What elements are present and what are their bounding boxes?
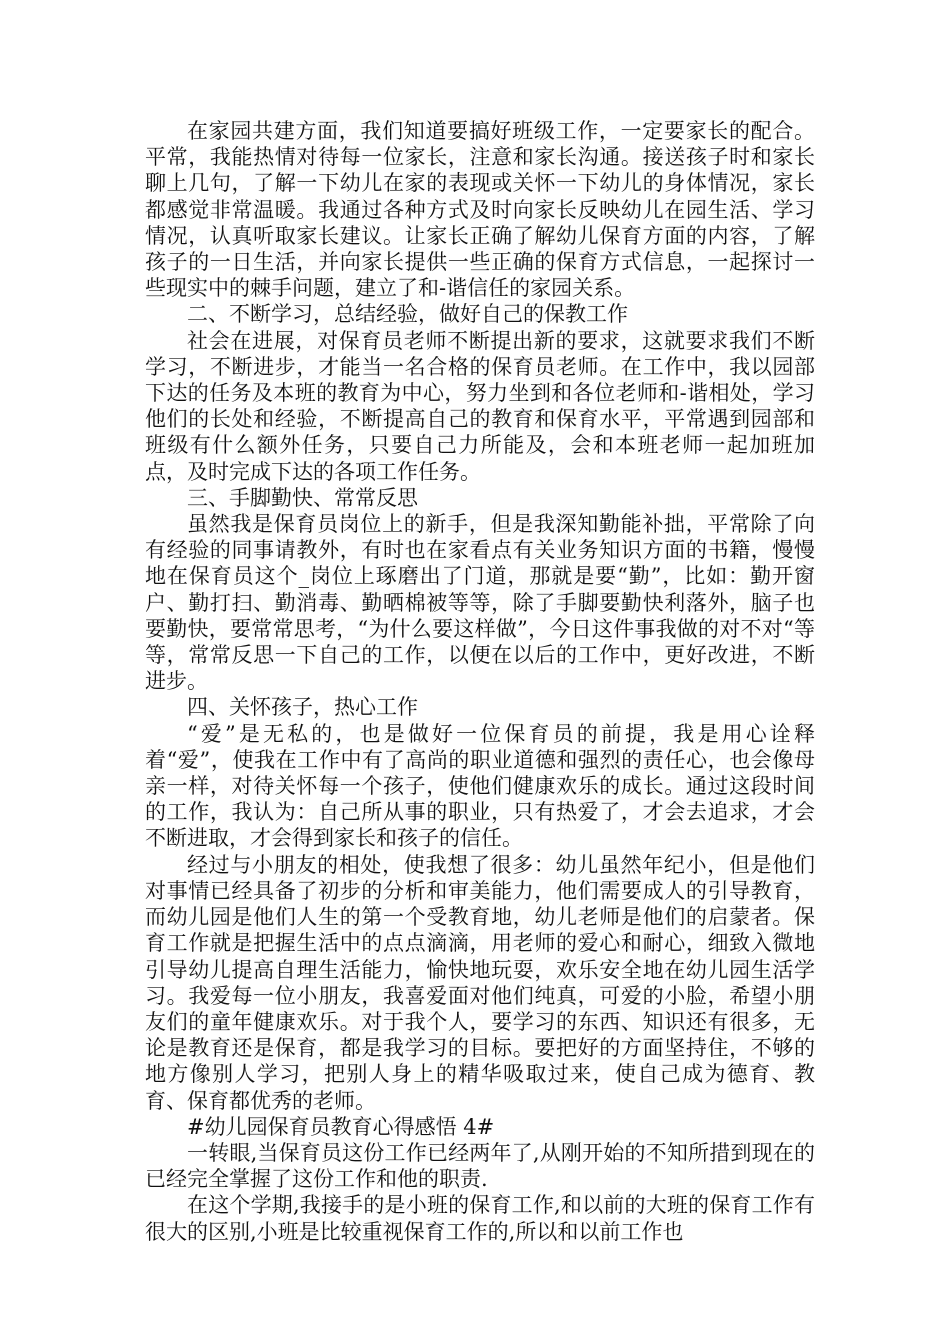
paragraph-two-years: 一转眼,当保育员这份工作已经两年了,从刚开始的不知所措到现在的已经完全掌握了这份工作和他的职责. (145, 1140, 815, 1192)
paragraph-home-school: 在家园共建方面，我们知道要搞好班级工作，一定要家长的配合。平常，我能热情对待每一位家长，注意和家长沟通。接送孩子时和家长聊上几句，了解一下幼儿在家的表现或关怀一下幼儿的身体情况，家长都感觉非常温暖。我通过各种方式及时向家长反映幼儿在园生活、学习情况，认真听取家长建议。让家长正确了解幼儿保育方面的内容，了解孩子的一日生活，并向家长提供一些正确的保育方式信息，一起探讨一些现实中的棘手问题，建立了和-谐信任的家园关系。 (145, 119, 815, 301)
paragraph-diligence: 虽然我是保育员岗位上的新手，但是我深知勤能补拙，平常除了向有经验的同事请教外，有时也在家看点有关业务知识方面的书籍，慢慢地在保育员这个_岗位上琢磨出了门道，那就是要“勤”，比如：勤开窗户、勤打扫、勤消毒、勤晒棉被等等，除了手脚要勤快利落外，脑子也要勤快，要常常思考，“为什么要这样做”，今日这件事我做的对不对“等等，常常反思一下自己的工作，以便在以后的工作中，更好改进，不断进步。 (145, 512, 815, 694)
article-title-4: #幼儿园保育员教育心得感悟 4# (187, 1114, 495, 1139)
paragraph-reflection: 经过与小朋友的相处，使我想了很多：幼儿虽然年纪小，但是他们对事情已经具备了初步的分析和审美能力，他们需要成人的引导教育，而幼儿园是他们人生的第一个受教育地，幼儿老师是他们的启蒙者。保育工作就是把握生活中的点点滴滴，用老师的爱心和耐心，细致入微地引导幼儿提高自理生活能力，愉快地玩耍，欢乐安全地在幼儿园生活学习。我爱每一位小朋友，我喜爱面对他们纯真，可爱的小脸，希望小朋友们的童年健康欢乐。对于我个人，要学习的东西、知识还有很多，无论是教育还是保育，都是我学习的目标。要把好的方面坚持住，不够的地方像别人学习，把别人身上的精华吸取过来，使自己成为德育、教育、保育都优秀的老师。 (145, 852, 815, 1113)
paragraph-small-class: 在这个学期,我接手的是小班的保育工作,和以前的大班的保育工作有很大的区别,小班是比较重视保育工作的,所以和以前工作也 (145, 1193, 815, 1244)
document-page (145, 118, 815, 1245)
section-heading-2: 二、不断学习，总结经验，做好自己的保教工作 (187, 302, 628, 327)
paragraph-love: “爱”是无私的，也是做好一位保育员的前提，我是用心诠释着“爱”，使我在工作中有了高尚的职业道德和强烈的责任心，也会像母亲一样，对待关怀每一个孩子，使他们健康欢乐的成长。通过这段时间的工作，我认为：自己所从事的职业，只有热爱了，才会去追求，才会不断进取，才会得到家长和孩子的信任。 (145, 721, 815, 851)
section-heading-3: 三、手脚勤快、常常反思 (187, 485, 418, 510)
section-heading-4: 四、关怀孩子，热心工作 (187, 695, 418, 720)
paragraph-learning: 社会在进展，对保育员老师不断提出新的要求，这就要求我们不断学习，不断进步，才能当一名合格的保育员老师。在工作中，我以园部下达的任务及本班的教育为中心，努力坐到和各位老师和-谐相处，学习他们的长处和经验，不断提高自己的教育和保育水平，平常遇到园部和班级有什么额外任务，只要自己力所能及，会和本班老师一起加班加点，及时完成下达的各项工作任务。 (145, 328, 815, 484)
